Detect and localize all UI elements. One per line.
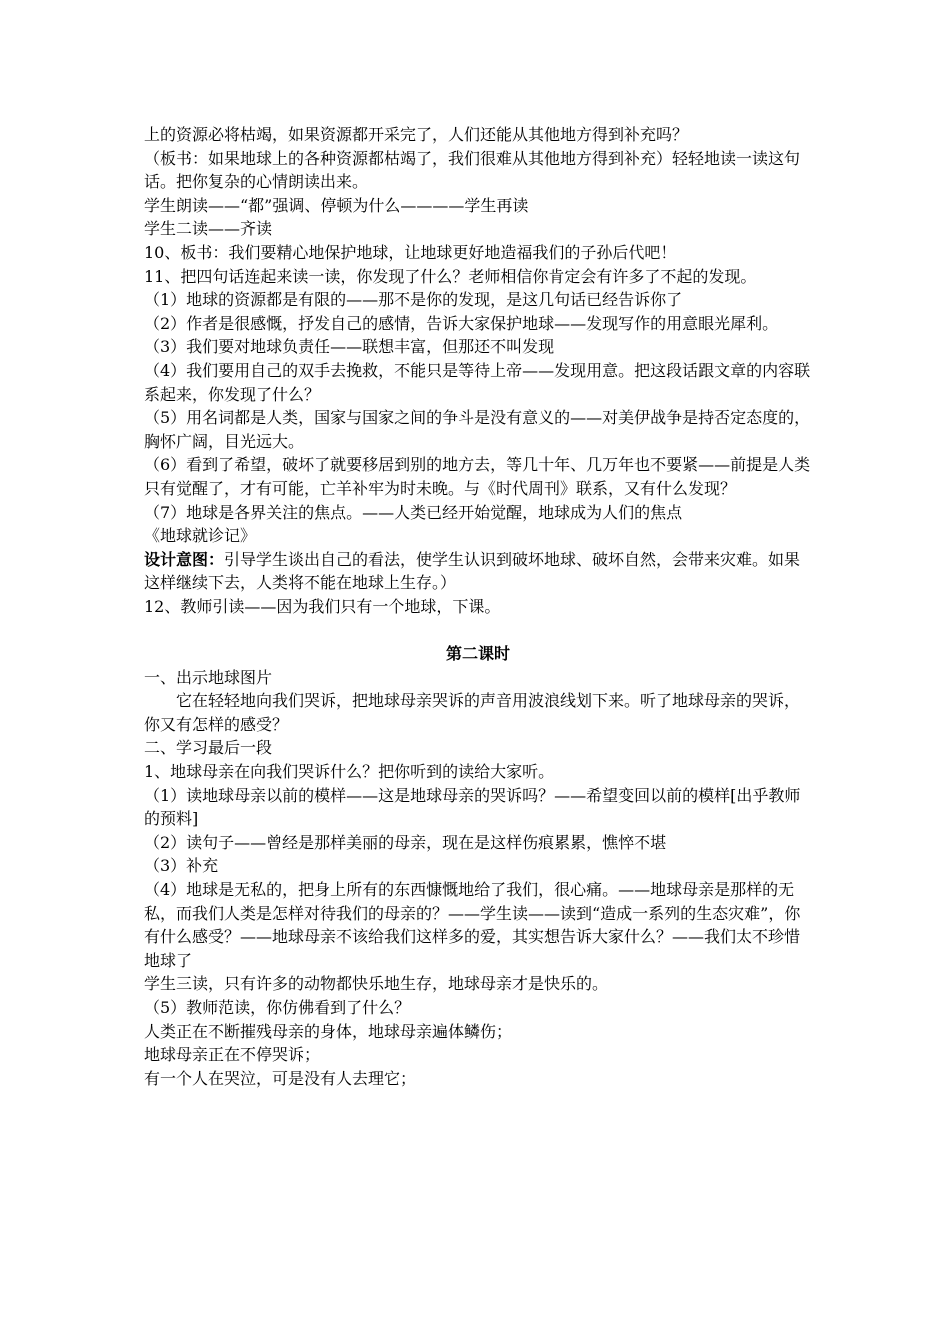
paragraph: 人类正在不断摧残母亲的身体，地球母亲遍体鳞伤； xyxy=(144,1021,513,1041)
paragraph: 它在轻轻地向我们哭诉，把地球母亲哭诉的声音用波浪线划下来。听了地球母亲的哭诉，你又有怎样的感受？ xyxy=(144,691,801,734)
paragraph: （5）用名词都是人类，国家与国家之间的争斗是没有意义的——对美伊战争是持否定态度的，胸怀广阔，目光远大。 xyxy=(144,408,811,451)
paragraph: （2）作者是很感慨，抒发自己的感情，告诉大家保护地球——发现写作的用意眼光犀利。 xyxy=(144,313,779,333)
paragraph: 《地球就诊记》 xyxy=(144,526,257,546)
paragraph: （1）读地球母亲以前的模样——这是地球母亲的哭诉吗？——希望变回以前的模样[出乎教师的预料] xyxy=(144,785,801,829)
paragraph: 有一个人在哭泣，可是没有人去理它； xyxy=(144,1068,417,1088)
paragraph: （3）我们要对地球负责任——联想丰富，但那还不叫发现 xyxy=(144,337,555,357)
paragraph: （6）看到了希望，破坏了就要移居到别的地方去，等几十年、几万年也不要紧——前提是人类只有觉醒了，才有可能，亡羊补牢为时未晚。与《时代周刊》联系，又有什么发现？ xyxy=(144,455,811,498)
paragraph: 二、学习最后一段 xyxy=(144,738,273,758)
paragraph: 11、把四句话连起来读一读，你发现了什么？老师相信你肯定会有许多了不起的发现。 xyxy=(144,266,757,286)
paragraph: （3）补充 xyxy=(144,856,219,876)
paragraph: 学生三读，只有许多的动物都快乐地生存，地球母亲才是快乐的。 xyxy=(144,974,609,994)
section-title: 第二课时 xyxy=(445,644,510,664)
paragraph: 1、地球母亲在向我们哭诉什么？把你听到的读给大家听。 xyxy=(144,762,555,782)
document-page xyxy=(144,123,812,1090)
paragraph: 12、教师引读——因为我们只有一个地球，下课。 xyxy=(144,596,501,616)
paragraph: （5）教师范读，你仿佛看到了什么？ xyxy=(144,997,411,1017)
paragraph: 10、板书：我们要精心地保护地球，让地球更好地造福我们的子孙后代吧！ xyxy=(144,242,677,262)
paragraph: 地球母亲正在不停哭诉； xyxy=(144,1045,321,1065)
design-intent-label: 设计意图： xyxy=(144,549,225,569)
paragraph: 一、出示地球图片 xyxy=(144,667,273,687)
paragraph: 学生二读——齐读 xyxy=(144,219,273,239)
paragraph: （2）读句子——曾经是那样美丽的母亲，现在是这样伤痕累累，憔悴不堪 xyxy=(144,832,667,852)
paragraph: （4）我们要用自己的双手去挽救，不能只是等待上帝——发现用意。把这段话跟文章的内容联系起来，你发现了什么？ xyxy=(144,360,811,404)
paragraph: （4）地球是无私的，把身上所有的东西慷慨地给了我们，很心痛。——地球母亲是那样的无私，而我们人类是怎样对待我们的母亲的？——学生读——读到“造成一系列的生态灾难”，你有什么感受？——地球母亲不该给我们这样多的爱，其实想告诉大家什么？——我们太不珍惜地球了 xyxy=(144,880,801,970)
design-intent-text: 引导学生谈出自己的看法，使学生认识到破坏地球、破坏自然，会带来灾难。如果这样继续下去，人类将不能在地球上生存。） xyxy=(144,549,801,593)
paragraph: 学生朗读——“都”强调、停顿为什么————学生再读 xyxy=(144,195,529,215)
paragraph: （1）地球的资源都是有限的——那不是你的发现，是这几句话已经告诉你了 xyxy=(144,290,683,310)
design-intent-paragraph xyxy=(144,548,812,595)
paragraph: 上的资源必将枯竭，如果资源都开采完了，人们还能从其他地方得到补充吗？ xyxy=(144,125,689,144)
paragraph: （7）地球是各界关注的焦点。——人类已经开始觉醒，地球成为人们的焦点 xyxy=(144,502,683,522)
paragraph: （板书：如果地球上的各种资源都枯竭了，我们很难从其他地方得到补充）轻轻地读一读这句话。把你复杂的心情朗读出来。 xyxy=(144,148,801,192)
